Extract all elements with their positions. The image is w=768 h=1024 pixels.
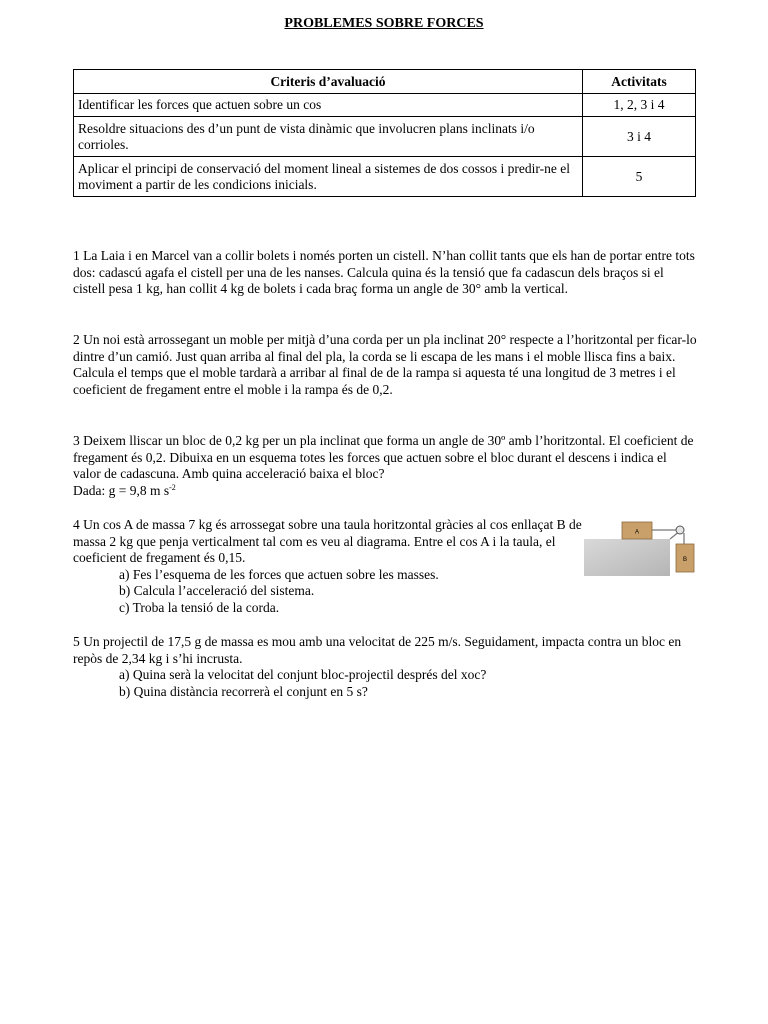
block-a-label: A (634, 529, 640, 536)
table-row (74, 157, 696, 197)
criteria-table (73, 69, 696, 197)
problem-3-data-exponent: -2 (169, 482, 176, 492)
criteria-cell: Resoldre situacions des d’un punt de vista dinàmic que involucren plans inclinats i/o corrioles. (74, 117, 583, 157)
problem-1-text: 1 La Laia i en Marcel van a collir bolets i només porten un cistell. N’han collit tants que els han de portar entre tots dos: cadascú agafa el cistell per una de les nanses. Calcula quina és la tensió que fa cadascun dels braços si el cistell pesa 1 kg, han collit 4 kg de bolets i cada braç forma un angle de 30° amb la vertical. (73, 248, 695, 297)
page-title: PROBLEMES SOBRE FORCES (284, 16, 484, 31)
problem-4 (73, 517, 583, 617)
problem-5-part-a: a) Quina serà la velocitat del conjunt bloc-projectil després del xoc? (119, 667, 487, 683)
pulley-diagram (584, 519, 700, 577)
problem-4-part-a: a) Fes l’esquema de les forces que actuen sobre les masses. (119, 566, 439, 582)
problem-4-part-b: b) Calcula l’acceleració del sistema. (119, 583, 315, 599)
activities-cell: 5 (583, 157, 696, 197)
problem-5 (73, 634, 697, 700)
table-header-row (74, 70, 696, 94)
pulley (676, 526, 684, 534)
problem-2 (73, 332, 697, 398)
table-row (74, 117, 696, 157)
activities-cell: 1, 2, 3 i 4 (583, 94, 696, 117)
table-row (74, 94, 696, 117)
table-surface (584, 539, 670, 576)
problem-1 (73, 248, 697, 298)
criteria-cell: Identificar les forces que actuen sobre un cos (74, 94, 583, 117)
problem-3-data-text: Dada: g = 9,8 m s (73, 482, 170, 498)
problem-2-text: 2 Un noi està arrossegant un moble per mitjà d’una corda per un pla inclinat 20° respecte a l’horitzontal per ficar-lo dintre d’un camió. Just quan arriba al final del pla, la corda se li escapa de les mans i el moble llisca fins a baix. Calcula el temps que el moble tardarà a arribar al final de de la rampa si aquesta té una longitud de 3 metres i el coeficient de fregament entre el moble i la rampa és de 0,2. (73, 332, 697, 397)
problem-5-part-b: b) Quina distància recorrerà el conjunt en 5 s? (119, 683, 368, 699)
criteria-cell: Aplicar el principi de conservació del moment lineal a sistemes de dos cossos i predir-ne el moviment a partir de les condicions inicials. (74, 157, 583, 197)
activities-header: Activitats (583, 70, 696, 94)
criteria-header: Criteris d’avaluació (74, 70, 583, 94)
activities-cell: 3 i 4 (583, 117, 696, 157)
problem-4-part-c: c) Troba la tensió de la corda. (119, 599, 280, 615)
problem-4-text: 4 Un cos A de massa 7 kg és arrossegat sobre una taula horitzontal gràcies al cos enllaçat B de massa 2 kg que penja verticalment tal com es veu al diagrama. Entre el cos A i la taula, el coeficient de fregament és 0,15. (73, 517, 582, 566)
problem-3-data (73, 483, 697, 500)
problem-5-text: 5 Un projectil de 17,5 g de massa es mou amb una velocitat de 225 m/s. Seguidament, impacta contra un bloc en repòs de 2,34 kg i s’hi incrusta. (73, 634, 682, 666)
problem-3 (73, 433, 697, 499)
block-b-label: B (682, 557, 688, 563)
problem-3-text: 3 Deixem lliscar un bloc de 0,2 kg per un pla inclinat que forma un angle de 30º amb l’horitzontal. El coeficient de fregament és 0,2. Dibuixa en un esquema totes les forces que actuen sobre el bloc durant el descens i indica el valor de cadascuna. Amb quina acceleració baixa el bloc? (73, 433, 694, 482)
